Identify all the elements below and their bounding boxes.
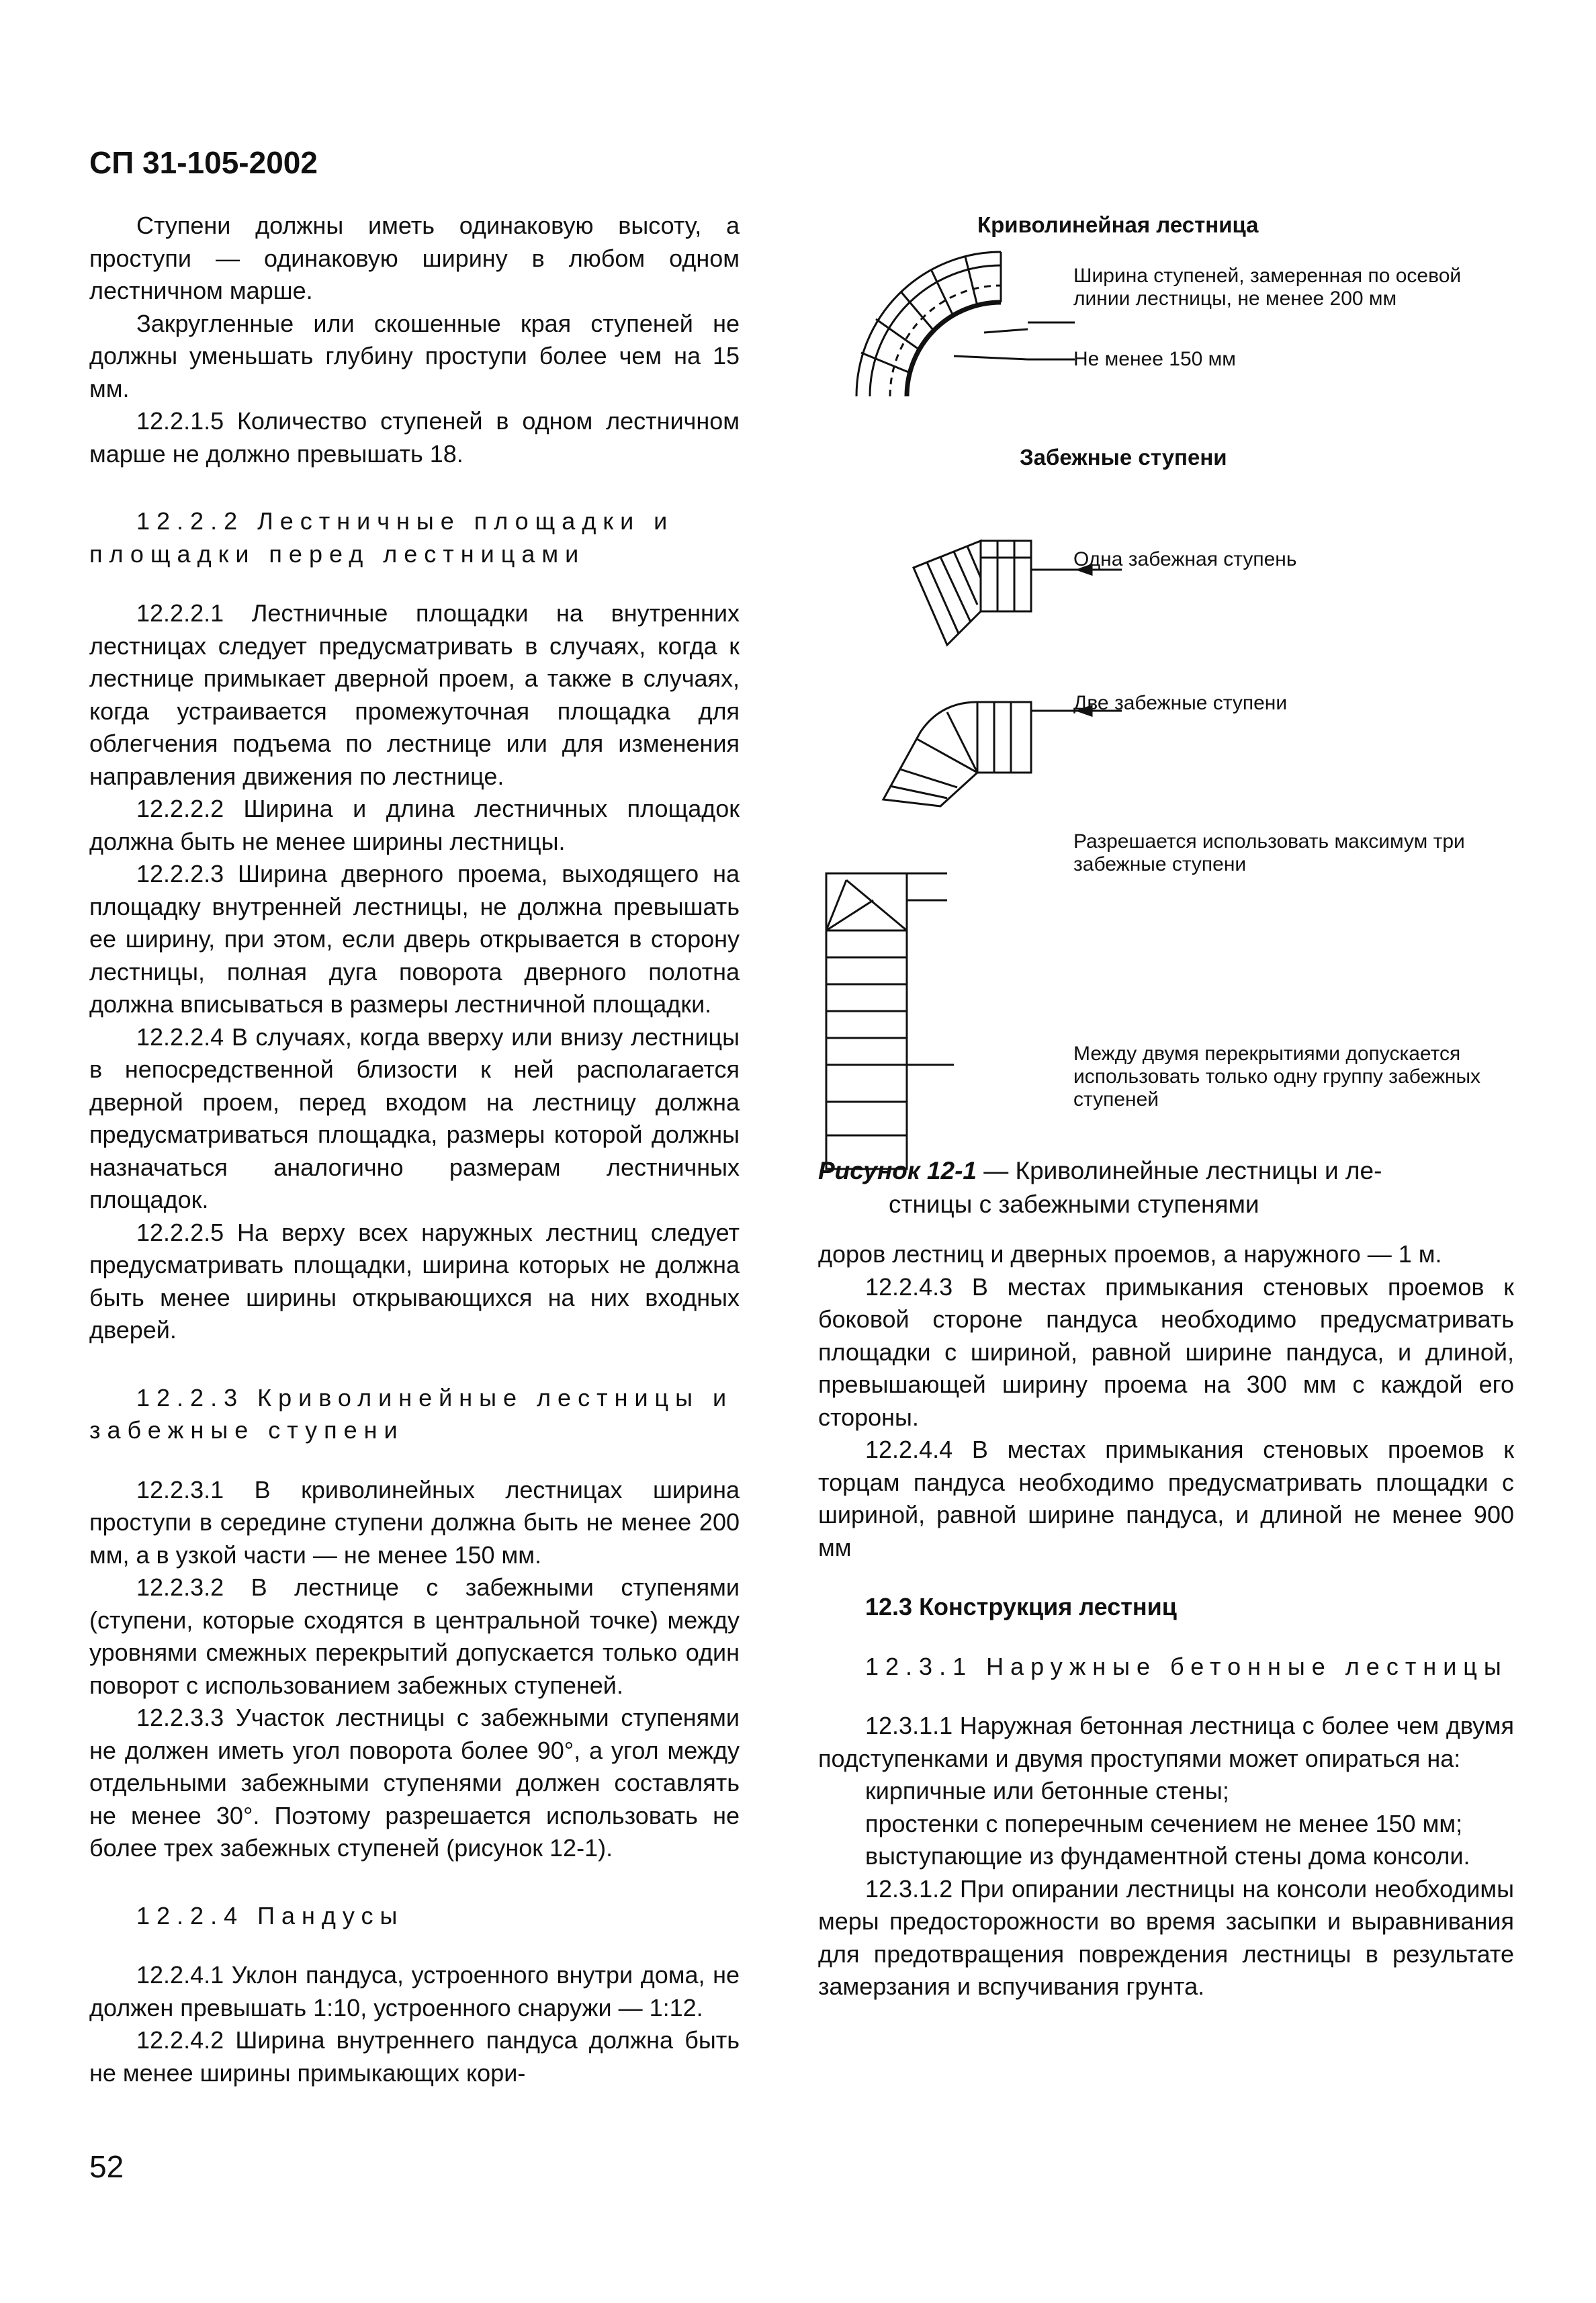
left-column bbox=[89, 210, 740, 2089]
paragraph: 12.3.1.2 При опирании лестницы на консоли необходимы меры предосторожности во время засыпки и выравнивания для предотвращения повреждения лестницы в результате замерзания и вспучивания грунта. bbox=[818, 1874, 1514, 2000]
paragraph: 12.2.2.1 Лестничные площадки на внутренних лестницах следует предусматривать в случаях, когда к лестнице примыкает дверной проем, а также в случаях, когда устраивается промежуточная площадка для облегчения подъема по лестнице или для изменения направления движения по лестнице. bbox=[89, 599, 740, 790]
section-heading: 12.2.4 Пандусы bbox=[136, 1901, 404, 1929]
paragraph: 12.2.3.3 Участок лестницы с забежными ступенями не должен иметь угол поворота более 90°, а угол между отдельными забежными ступенями должен составлять не менее 30°. Поэтому разрешается использовать не более трех забежных ступеней (рисунок 12-1). bbox=[89, 1704, 740, 1862]
one-winder-drawing bbox=[914, 541, 1078, 645]
paragraph: доров лестниц и дверных проемов, а наружного — 1 м. bbox=[818, 1240, 1442, 1268]
caption-number: Рисунок 12-1 bbox=[818, 1157, 977, 1184]
figure-label: Между двумя перекрытиями допускается использовать только одну группу забежных ступеней bbox=[1073, 1043, 1481, 1111]
curved-stair-drawing bbox=[856, 252, 1075, 396]
page-number: 52 bbox=[89, 2149, 124, 2184]
paragraph: 12.2.3.1 В криволинейных лестницах ширина проступи в середине ступени должна быть не менее 200 мм, а в узкой части — не менее 150 мм. bbox=[89, 1475, 740, 1569]
paragraph: 12.3.1.1 Наружная бетонная лестница с более чем двумя подступенками и двумя проступями может опираться на: bbox=[818, 1712, 1514, 1772]
paragraph: 12.2.2.3 Ширина дверного проема, выходящего на площадку внутренней лестницы, не должна превышать ее ширину, при этом, если дверь открывается в сторону лестницы, полная дуга поворота дверного полотна должна вписываться в размеры лестничной площадки. bbox=[89, 860, 740, 1018]
paragraph: 12.2.4.2 Ширина внутреннего пандуса должна быть не менее ширины примыкающих кори- bbox=[89, 2026, 740, 2087]
figure-label: Не менее 150 мм bbox=[1073, 348, 1236, 370]
figure-label: Ширина ступеней, замеренная по осевой линии лестницы, не менее 200 мм bbox=[1073, 265, 1462, 310]
figure-title-curved: Криволинейная лестница bbox=[977, 212, 1259, 237]
section-heading: 12.3.1 Наружные бетонные лестницы bbox=[865, 1652, 1508, 1680]
paragraph: 12.2.4.4 В местах примыкания стеновых проемов к торцам пандуса необходимо предусматривать площадки с шириной, равной ширине пандуса, и длиной не менее 900 мм bbox=[818, 1436, 1514, 1561]
figure-label: Разрешается использовать максимум три забежные ступени bbox=[1073, 830, 1465, 875]
paragraph: кирпичные или бетонные стены; bbox=[865, 1777, 1229, 1805]
paragraph: Ступени должны иметь одинаковую высоту, а проступи — одинаковую ширину в любом одном лестничном марше. bbox=[89, 212, 740, 304]
paragraph: 12.2.2.2 Ширина и длина лестничных площадок должна быть не менее ширины лестницы. bbox=[89, 795, 740, 855]
paragraph: 12.2.1.5 Количество ступеней в одном лестничном марше не должно превышать 18. bbox=[89, 407, 740, 468]
figure-label: Одна забежная ступень bbox=[1073, 548, 1297, 570]
paragraph: 12.2.3.2 В лестнице с забежными ступенями (ступени, которые сходятся в центральной точке) между уровнями смежных перекрытий допускается только один поворот с использованием забежных ступеней. bbox=[89, 1573, 740, 1699]
paragraph: 12.2.4.1 Уклон пандуса, устроенного внутри дома, не должен превышать 1:10, устроенного снаружи — 1:12. bbox=[89, 1961, 740, 2022]
figure-label: Две забежные ступени bbox=[1073, 692, 1288, 714]
paragraph: Закругленные или скошенные края ступеней не должны уменьшать глубину проступи более чем на 15 мм. bbox=[89, 309, 740, 402]
right-column bbox=[818, 1238, 1514, 2003]
paragraph: 12.2.2.5 На верху всех наружных лестниц следует предусматривать площадки, ширина которых не должна быть менее ширины открывающихся на них входных дверей. bbox=[89, 1218, 740, 1344]
caption-text: стницы с забежными ступенями bbox=[889, 1190, 1259, 1218]
caption-text: — Криволинейные лестницы и ле- bbox=[976, 1157, 1382, 1184]
paragraph: простенки с поперечным сечением не менее 150 мм; bbox=[865, 1809, 1463, 1837]
figure-caption bbox=[818, 1154, 1510, 1221]
section-heading: 12.2.3 Криволинейные лестницы и забежные ступени bbox=[89, 1383, 734, 1444]
paragraph: 12.2.2.4 В случаях, когда вверху или внизу лестницы в непосредственной близости к ней располагается дверной проем, перед входом на лестницу должна предусматриваться площадка, размеры которой должны назначаться аналогично размерам лестничных площадок. bbox=[89, 1023, 740, 1213]
figure-12-1 bbox=[806, 202, 1518, 1223]
paragraph: выступающие из фундаментной стены дома консоли. bbox=[865, 1842, 1470, 1870]
section-heading: 12.2.2 Лестничные площадки и площадки перед лестницами bbox=[89, 507, 674, 568]
three-winders-drawing bbox=[826, 873, 954, 1169]
document-header: СП 31-105-2002 bbox=[89, 145, 318, 180]
figure-title-winders: Забежные ступени bbox=[1020, 445, 1227, 470]
two-winders-drawing bbox=[883, 702, 1078, 806]
paragraph: 12.2.4.3 В местах примыкания стеновых проемов к боковой стороне пандуса необходимо предусматривать площадки с шириной, равной ширине пандуса, и длиной, превышающей ширину проема на 300 мм с каждой его стороны. bbox=[818, 1272, 1514, 1431]
section-heading: 12.3 Конструкция лестниц bbox=[865, 1593, 1177, 1620]
